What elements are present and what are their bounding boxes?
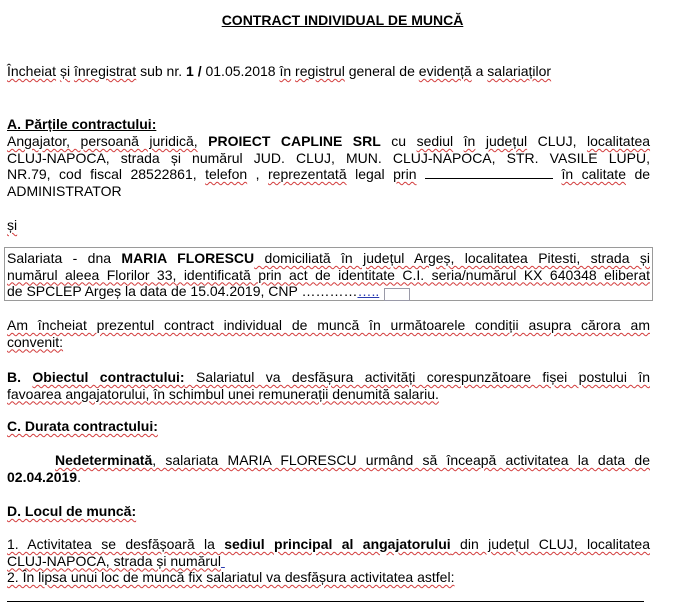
employer-text: de	[625, 166, 651, 182]
section-b-paragraph	[7, 369, 650, 402]
employer-text: ,	[247, 166, 268, 182]
section-a-heading: A. Părțile contractului:	[7, 116, 157, 132]
section-d-item-1	[7, 536, 650, 553]
section-d-text: din județul CLUJ, localitatea	[450, 536, 650, 552]
employer-text: în calitate	[561, 166, 626, 182]
agreement-line-1: Am încheiat prezentul contract individual de muncă în următoarele condiții asupra cărora am	[7, 317, 650, 333]
and-word: și	[7, 217, 18, 233]
section-c-line-2	[7, 469, 650, 486]
employee-text: Salariata - dna	[7, 250, 122, 266]
employer-text: județul	[485, 133, 528, 149]
employee-text: domiciliată în județul Argeș, localitatea Pitesti, strada și	[254, 250, 650, 266]
employee-line-1	[7, 250, 650, 267]
section-d-item-1-cont	[7, 553, 650, 570]
employer-line-4: ADMINISTRATOR	[7, 182, 122, 199]
document-title: CONTRACT INDIVIDUAL DE MUNCĂ	[221, 12, 464, 28]
employer-text: prin	[393, 166, 417, 182]
employer-line-3	[7, 166, 650, 183]
employer-text: cu	[380, 133, 417, 149]
reg-word: înregistrat	[73, 63, 137, 79]
reg-word: registrul	[295, 63, 345, 79]
employer-name: PROIECT CAPLINE SRL	[208, 133, 381, 149]
employer-text	[475, 133, 486, 149]
reg-text: general de	[344, 63, 419, 79]
field-marker: ​	[220, 552, 225, 569]
section-c-text: , salariata MARIA FLORESCU urmând să înceapă activitatea la data de	[152, 452, 650, 468]
reg-word: salariaților	[487, 63, 552, 79]
reg-word: Încheiat	[7, 63, 57, 79]
employer-text: sediul	[416, 133, 454, 149]
agreement-paragraph	[7, 317, 650, 350]
registration-date: 01.05.2018	[205, 63, 276, 79]
section-c-heading: C. Durata contractului:	[7, 418, 158, 434]
employer-text: reprezentată	[268, 166, 347, 182]
employer-text: în	[463, 133, 476, 149]
employer-line-1	[7, 133, 650, 150]
employee-line-3	[7, 283, 650, 300]
reg-text: sub nr.	[136, 63, 187, 79]
section-d-heading: D. Locul de muncă:	[7, 503, 137, 519]
reg-word: evidență	[418, 63, 472, 79]
employer-text: legal	[346, 166, 394, 182]
section-d-text: 1. Activitatea se desfășoară la	[7, 536, 225, 552]
registration-number: 1	[186, 63, 194, 79]
agreement-line-2: convenit:	[7, 333, 64, 350]
section-b-label: B.	[7, 369, 21, 385]
employer-text	[453, 133, 464, 149]
section-c-text: .	[77, 468, 81, 485]
contract-term: Nedeterminată	[55, 452, 153, 468]
employee-name: MARIA FLORESCU	[121, 250, 255, 266]
cnp-placeholder[interactable]: …..	[357, 283, 380, 299]
reg-slash: /	[193, 63, 206, 79]
reg-word: în	[279, 63, 292, 79]
employer-text: CLUJ,	[527, 133, 587, 149]
representative-blank	[425, 166, 553, 179]
reg-word: și	[59, 63, 71, 79]
section-c-paragraph	[7, 452, 650, 485]
employer-fiscal: NR.79, cod fiscal 28522861,	[7, 166, 206, 182]
workplace-type: sediul principal al angajatorului	[224, 536, 451, 552]
section-d-item-2: 2. În lipsa unui loc de muncă fix salariatul va desfășura activitatea astfel:	[7, 569, 455, 585]
selection-box	[384, 288, 410, 301]
registration-line	[7, 63, 551, 79]
section-b-line-1	[7, 369, 650, 386]
employer-type: Angajator, persoană juridică,	[7, 133, 198, 149]
employer-line-2: CLUJ-NAPOCA, strada și numărul JUD. CLUJ, MUN. CLUJ-NAPOCA, STR. VASILE LUPU,	[7, 149, 650, 166]
reg-text: a	[471, 63, 488, 79]
section-b-line-2: favoarea angajatorului, în schimbul unei remunerații denumită salariu.	[7, 385, 439, 402]
section-c-line-1	[7, 452, 650, 469]
section-d-paragraph	[7, 536, 650, 586]
start-date: 02.04.2019	[7, 468, 78, 485]
employer-text: localitatea	[586, 133, 651, 149]
employee-line-2: numărul aleea Florilor 33, identificată prin act de identitate C.I. seria/numărul KX 640348 eliberat	[7, 266, 650, 283]
employer-paragraph	[7, 133, 650, 199]
employee-paragraph[interactable]	[7, 250, 650, 300]
section-d-text: CLUJ-NAPOCA, strada și numărul	[7, 552, 221, 569]
section-b-text: Salariatul va desfășura activități corespunzătoare fișei postului în	[184, 369, 650, 385]
employer-phone-label: telefon	[205, 166, 248, 182]
employee-cnp: de SPCLEP Argeș la data de 15.04.2019, CNP …………	[7, 283, 358, 299]
section-b-heading: Obiectul contractului:	[32, 369, 185, 385]
fill-in-line	[7, 601, 644, 602]
